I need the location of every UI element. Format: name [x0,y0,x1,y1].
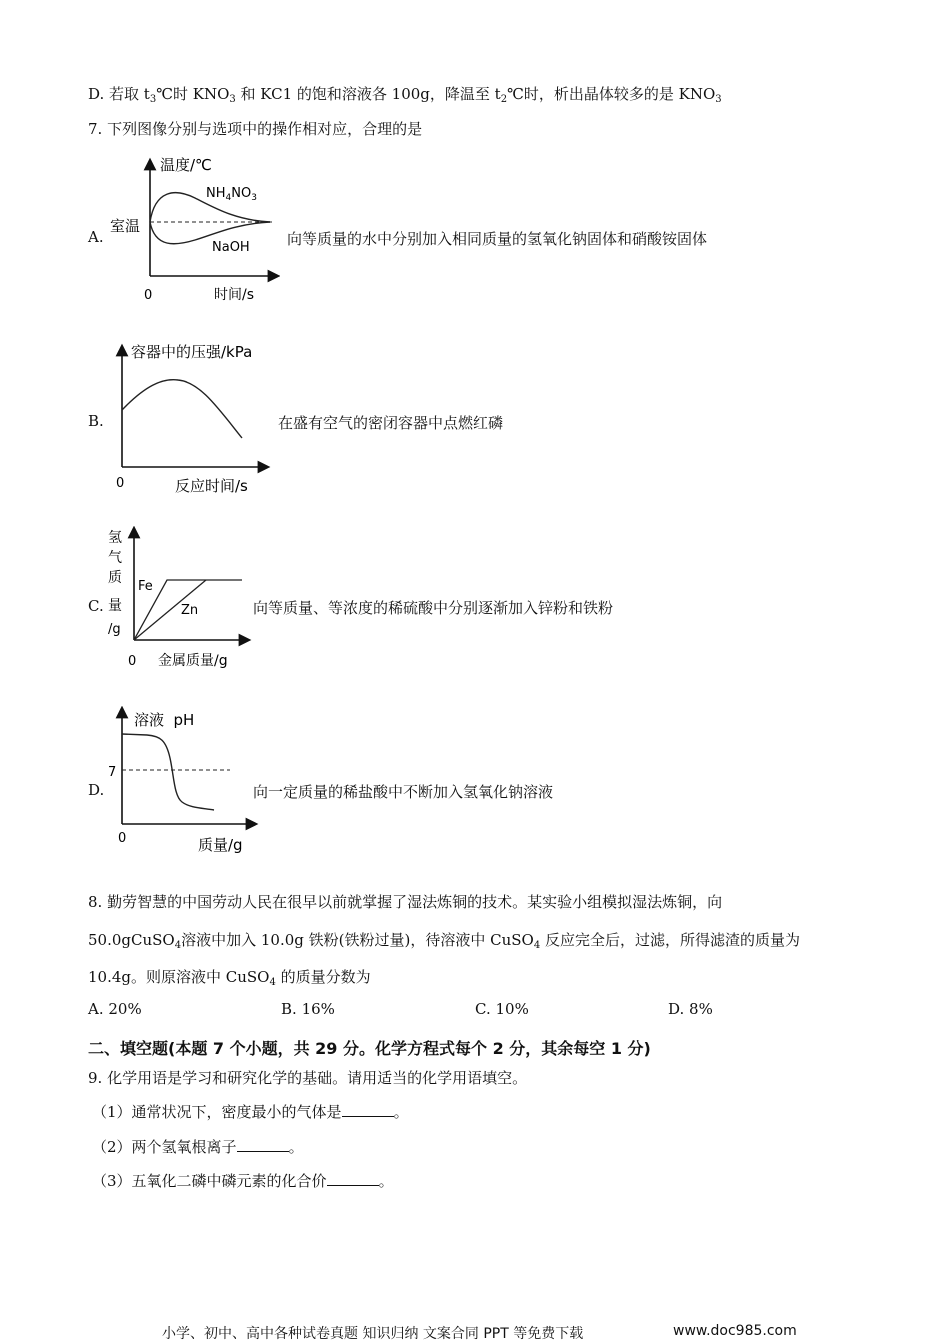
q9-item-1: （1）通常状况下，密度最小的气体是 。 [92,1103,409,1121]
graph-c-ylabel-3: 质 [108,570,122,586]
graph-c-ylabel-1: 氢 [108,530,122,546]
graph-b [100,336,275,501]
graph-a-lower-label: NaOH [212,240,250,255]
answer-blank[interactable] [342,1102,394,1117]
graph-c-zn-label: Zn [181,603,199,618]
graph-d-xlabel: 质量/g [198,836,243,854]
q7-option-c-text: 向等质量、等浓度的稀硫酸中分别逐渐加入锌粉和铁粉 [253,599,614,617]
graph-b-curve [122,380,242,438]
q8-line-1: 8. 勤劳智慧的中国劳动人民在很早以前就掌握了湿法炼铜的技术。某实验小组模拟湿法炼铜，向 [88,893,723,911]
q9-stem: 9. 化学用语是学习和研究化学的基础。请用适当的化学用语填空。 [88,1069,528,1087]
q7-option-d-text: 向一定质量的稀盐酸中不断加入氢氧化钠溶液 [253,783,554,801]
graph-b-origin: 0 [116,476,125,491]
q7-option-b-text: 在盛有空气的密闭容器中点燃红磷 [278,414,504,432]
answer-blank[interactable] [237,1137,289,1152]
graph-d-origin: 0 [118,831,127,846]
graph-a-upper-label: $NH_4NO_3$ [206,186,257,203]
graph-c-ylabel-4: 量 [108,598,122,614]
q7-option-b-letter: B. [88,412,104,430]
graph-d-curve [122,734,214,810]
graph-b-ylabel: 容器中的压强/kPa [131,343,253,361]
q8-choice-a: A. 20% [88,1000,142,1018]
graph-a-ref-label: 室温 [110,217,141,235]
graph-a-xlabel: 时间/s [214,287,255,303]
graph-a-ylabel: 温度/℃ [160,156,212,174]
q9-item-2: （2）两个氢氧根离子 。 [92,1138,304,1156]
graph-c-origin: 0 [128,654,137,669]
answer-blank[interactable] [327,1171,379,1186]
graph-a [100,150,280,308]
graph-b-xlabel: 反应时间/s [175,477,248,495]
graph-d-ref-label: 7 [108,765,117,780]
q8-line-3: 10.4g。则原溶液中 CuSO$_4$ 的质量分数为 [88,968,371,988]
q8-choice-c: C. 10% [475,1000,529,1018]
graph-c-ylabel-2: 气 [108,550,122,566]
q7-option-a-letter: A. [88,228,104,246]
q7-option-a-text: 向等质量的水中分别加入相同质量的氢氧化钠固体和硝酸铵固体 [287,230,708,248]
q7-stem: 7. 下列图像分别与选项中的操作相对应，合理的是 [88,120,423,138]
graph-c [102,526,252,674]
graph-c-xlabel: 金属质量/g [158,653,228,669]
q8-choice-b: B. 16% [281,1000,335,1018]
q8-choice-d: D. 8% [668,1000,713,1018]
q7-option-d-letter: D. [88,781,105,799]
graph-d-ylabel: 溶液 pH [134,711,195,729]
footer-text: 小学、初中、高中各种试卷真题 知识归纳 文案合同 PPT 等免费下载 [162,1326,584,1342]
graph-c-ylabel-5: /g [108,622,121,637]
graph-a-lower-curve [150,222,270,244]
q8-line-2: 50.0gCuSO$_4$溶液中加入 10.0g 铁粉(铁粉过量)，待溶液中 CuSO$_4$ 反应完全后，过滤，所得滤渣的质量为 [88,931,800,951]
graph-a-origin: 0 [144,288,153,303]
footer-url[interactable]: www.doc985.com [673,1323,797,1339]
graph-c-fe-label: Fe [138,579,153,594]
q9-item-3: （3）五氧化二磷中磷元素的化合价 。 [92,1172,394,1190]
prev-option-d: D. 若取 $t_3℃$时 $KNO_3$ 和 KC1 的饱和溶液各 100g，降温至 $t_2℃$时，析出晶体较多的是 $KNO_3$ [88,85,722,105]
graph-d [102,706,262,858]
section-2-heading: 二、填空题(本题 7 个小题，共 29 分。化学方程式每个 2 分，其余每空 1 分) [88,1039,651,1058]
q7-option-c-letter: C. [88,597,104,615]
